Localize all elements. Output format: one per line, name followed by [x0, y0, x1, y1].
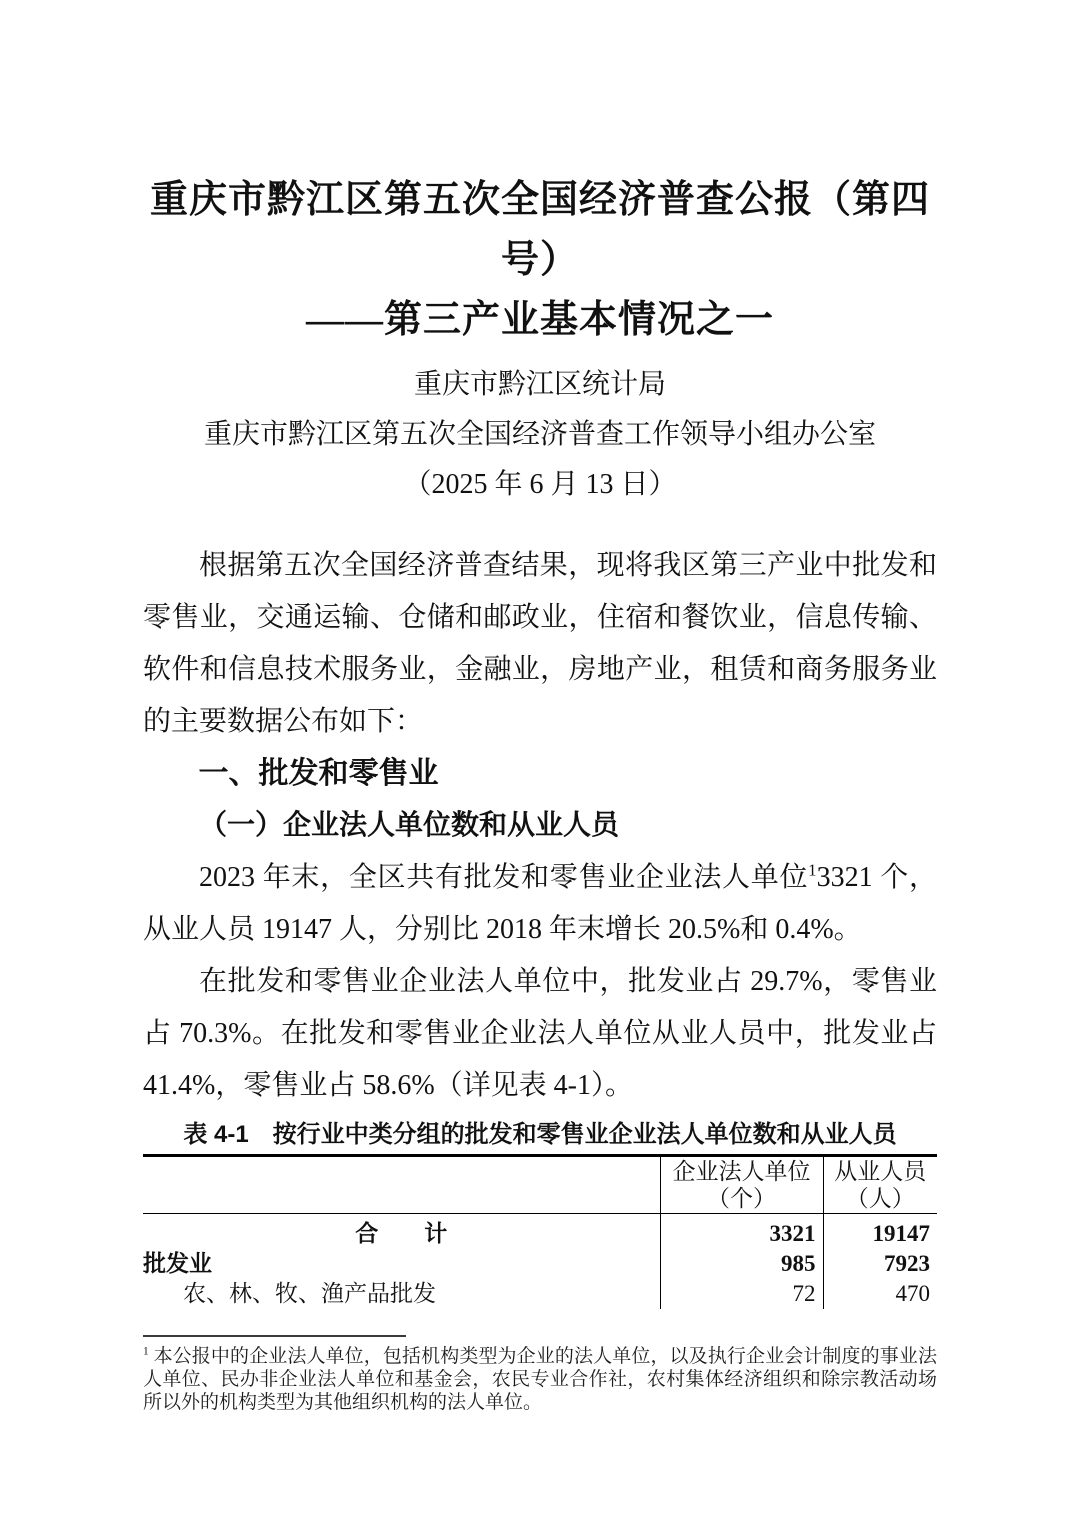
table-cell-label: 合 计 — [355, 1221, 448, 1246]
footnote-text — [143, 1345, 937, 1414]
footnote-reference-mark: 1 — [808, 860, 817, 880]
section1-heading: 一、批发和零售业 — [198, 757, 439, 790]
footnote-separator — [143, 1335, 406, 1337]
table-row-agri-wholesale — [143, 1279, 937, 1309]
document-title-line1: 重庆市黔江区第五次全国经济普查公报（第四号） — [149, 179, 930, 281]
table-header-legal-units-line2: （个） — [707, 1186, 776, 1211]
paragraph-shares: 在批发和零售业企业法人单位中，批发业占 29.7%，零售业占 70.3%。在批发和零售业企业法人单位从业人员中，批发业占 41.4%，零售业占 58.6%（详见表 4-1）。 — [143, 966, 937, 1101]
table-header-industry — [143, 1156, 660, 1214]
table-header-employees — [823, 1156, 937, 1214]
table-cell-units: 985 — [660, 1249, 823, 1279]
publish-date: （2025 年 6 月 13 日） — [403, 469, 677, 500]
issuer-line-census-office: 重庆市黔江区第五次全国经济普查工作领导小组办公室 — [203, 419, 876, 450]
table-cell-units: 3321 — [660, 1214, 823, 1250]
table-header-employees-line1: 从业人员 — [834, 1159, 927, 1184]
paragraph-units-employees-text2: 3321 个，从业人员 19147 人，分别比 2018 年末增长 20.5%和 0.4%。 — [143, 862, 937, 945]
table-header-legal-units — [660, 1156, 823, 1214]
table-cell-label: 批发业 — [143, 1251, 212, 1276]
footnote-block — [143, 1335, 937, 1414]
table-cell-persons: 7923 — [823, 1249, 937, 1279]
table-4-1 — [143, 1154, 937, 1309]
table-row-wholesale — [143, 1249, 937, 1279]
issuer-block — [143, 360, 937, 510]
paragraph-units-employees — [143, 852, 937, 956]
table-cell-persons: 470 — [823, 1279, 937, 1309]
table-cell-units: 72 — [660, 1279, 823, 1309]
table-row-total — [143, 1214, 937, 1250]
section1-sub1-heading: （一）企业法人单位数和从业人员 — [199, 810, 620, 841]
table-cell-label: 农、林、牧、渔产品批发 — [183, 1281, 436, 1306]
document-title-line2: ——第三产业基本情况之一 — [305, 299, 774, 341]
body-text — [143, 540, 937, 1112]
issuer-line-statistics-bureau: 重庆市黔江区统计局 — [413, 369, 666, 400]
table-header-row — [143, 1156, 937, 1214]
document-title — [143, 170, 937, 350]
table-header-legal-units-line1: 企业法人单位 — [672, 1159, 811, 1184]
footnote-body: 本公报中的企业法人单位，包括机构类型为企业的法人单位，以及执行企业会计制度的事业法人单位、民办非企业法人单位和基金会，农民专业合作社，农村集体经济组织和除宗教活动场所以外的机构类型为其他组织机构的法人单位。 — [143, 1346, 937, 1413]
table-caption: 表 4-1 按行业中类分组的批发和零售业企业法人单位数和从业人员 — [183, 1121, 897, 1148]
intro-paragraph: 根据第五次全国经济普查结果，现将我区第三产业中批发和零售业，交通运输、仓储和邮政业，住宿和餐饮业，信息传输、软件和信息技术服务业，金融业，房地产业，租赁和商务服务业的主要数据公布如下： — [143, 550, 937, 737]
paragraph-units-employees-text: 2023 年末，全区共有批发和零售业企业法人单位 — [199, 862, 809, 893]
table-cell-persons: 19147 — [823, 1214, 937, 1250]
footnote-number: 1 — [143, 1345, 149, 1358]
table-header-employees-line2: （人） — [845, 1186, 915, 1211]
